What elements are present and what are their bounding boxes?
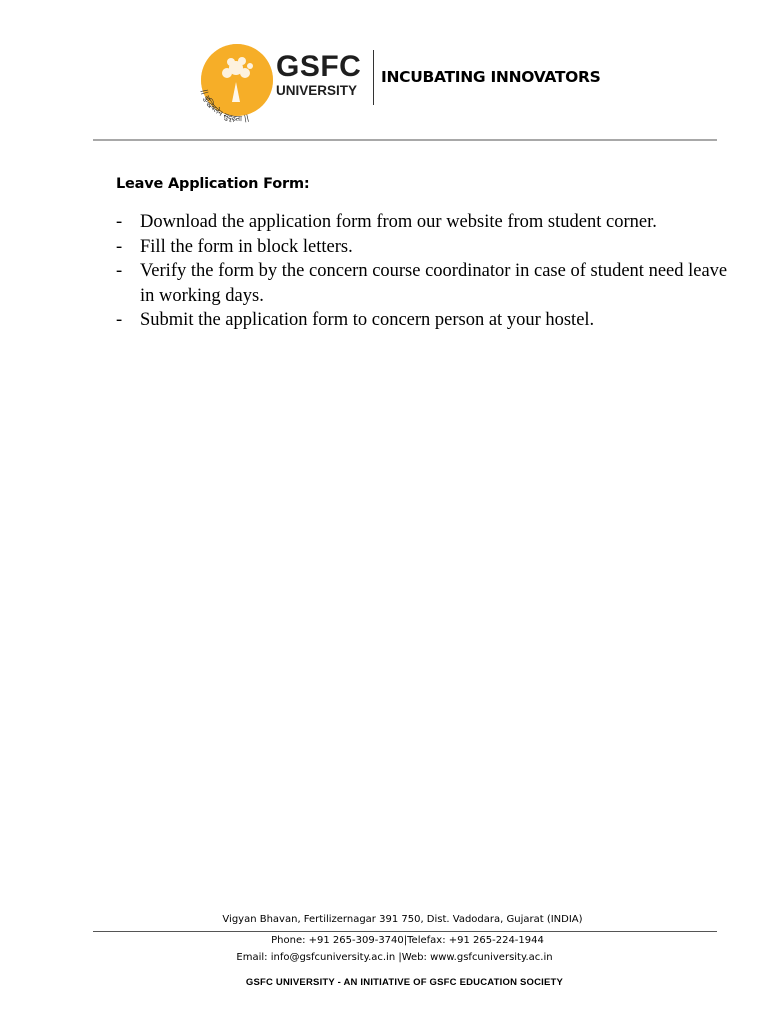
list-item-text: Fill the form in block letters.: [140, 236, 353, 257]
list-item: [116, 210, 736, 235]
list-dash: -: [116, 212, 123, 232]
list-item: [116, 235, 736, 260]
list-dash: -: [116, 236, 123, 257]
footer-phone: Phone: +91 265-309-3740|Telefax: +91 265-224-1944: [271, 935, 544, 946]
header-tagline: INCUBATING INNOVATORS: [381, 68, 601, 86]
section-title: Leave Application Form:: [116, 176, 310, 192]
footer-address: Vigyan Bhavan, Fertilizernagar 391 750, Dist. Vadodara, Gujarat (INDIA): [222, 914, 583, 925]
footer-society: GSFC UNIVERSITY - AN INITIATIVE OF GSFC EDUCATION SOCIETY: [245, 977, 564, 988]
footer-email-web: Email: info@gsfcuniversity.ac.in |Web: www.gsfcuniversity.ac.in: [236, 952, 553, 963]
logo-wordmark: [276, 52, 361, 99]
brand-sub: UNIVERSITY: [276, 83, 358, 98]
list-item: [116, 259, 736, 308]
brand-name: GSFC: [276, 50, 362, 83]
instruction-list: [116, 210, 736, 333]
list-item-text: Submit the application form to concern person at your hostel.: [140, 310, 595, 330]
gsfc-university-logo: [192, 40, 282, 130]
list-item-text: Verify the form by the concern course coordinator in case of student need leave in working days.: [140, 261, 728, 306]
list-item: [116, 308, 736, 333]
header-divider: [373, 50, 374, 105]
list-dash: -: [116, 310, 123, 330]
list-item-text: Download the application form from our website from student corner.: [140, 212, 657, 232]
list-dash: -: [116, 261, 123, 281]
header-rule: [93, 139, 717, 141]
footer-rule: [93, 931, 717, 932]
logo-motto: || बुद्धिबलेन सुदृढ़ता ||: [200, 88, 250, 124]
